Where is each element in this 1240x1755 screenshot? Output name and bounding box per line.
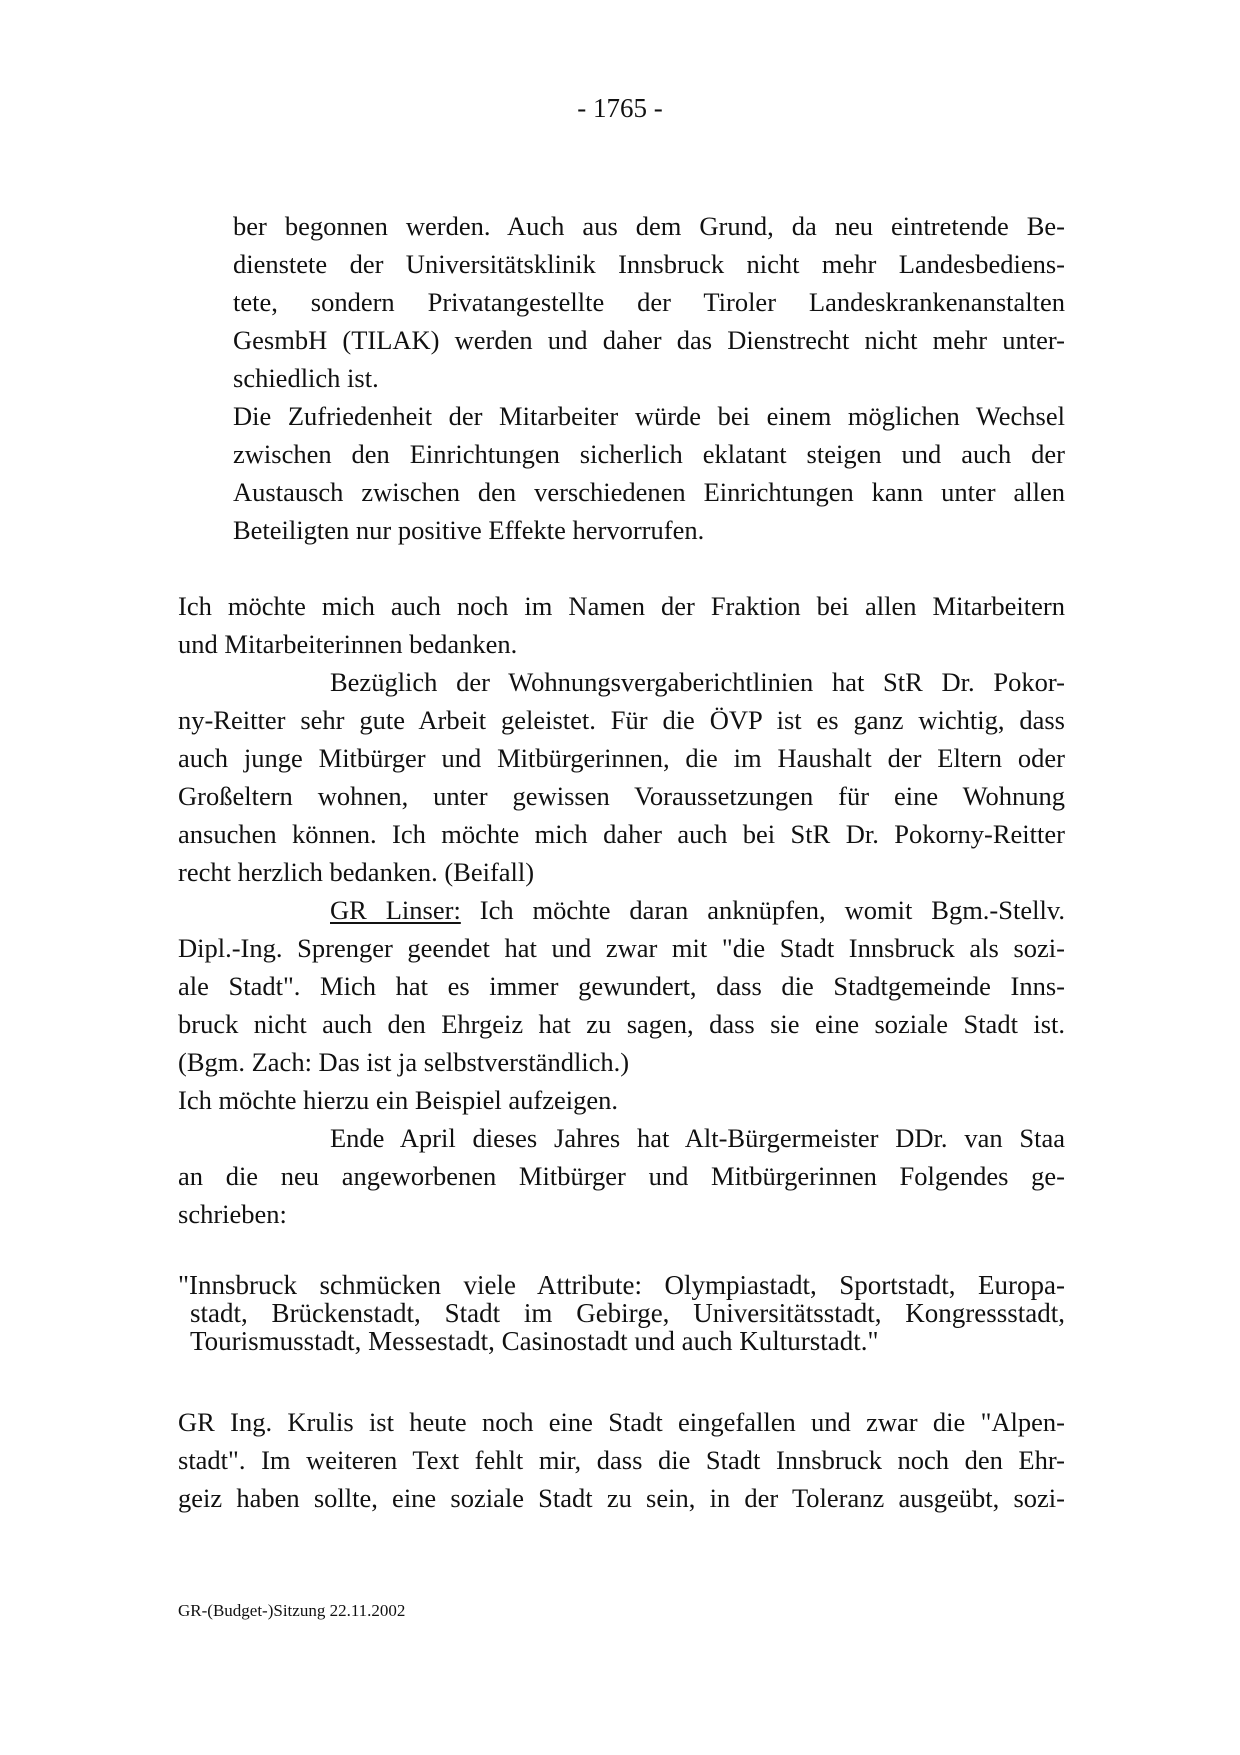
speaker-name: GR Linser: [330, 895, 461, 925]
quote-line: "Innsbruck schmücken viele Attribute: Olympiastadt, Sportstadt, Europa- [178, 1270, 1065, 1300]
paragraph-line: Ich möchte mich auch noch im Namen der Fraktion bei allen Mitarbeitern [178, 591, 1065, 621]
paragraph-line: bruck nicht auch den Ehrgeiz hat zu sagen, dass sie eine soziale Stadt ist. [178, 1009, 1065, 1039]
interjection-line: (Bgm. Zach: Das ist ja selbstverständlich.) [178, 1047, 630, 1077]
paragraph-line: dienstete der Universitätsklinik Innsbruck nicht mehr Landesbediens- [233, 249, 1065, 279]
paragraph-line: geiz haben sollte, eine soziale Stadt zu sein, in der Toleranz ausgeübt, sozi- [178, 1483, 1065, 1513]
paragraph-line: GesmbH (TILAK) werden und daher das Dienstrecht nicht mehr unter- [233, 325, 1065, 355]
paragraph-line: ber begonnen werden. Auch aus dem Grund, da neu eintretende Be- [233, 211, 1065, 241]
paragraph-line: und Mitarbeiterinnen bedanken. [178, 629, 518, 659]
quote-line: stadt, Brückenstadt, Stadt im Gebirge, Universitätsstadt, Kongressstadt, [190, 1298, 1065, 1328]
paragraph-line: Die Zufriedenheit der Mitarbeiter würde bei einem möglichen Wechsel [233, 401, 1065, 431]
speaker-text: Ich möchte daran anknüpfen, womit Bgm.-Stellv. [460, 895, 1065, 925]
paragraph-line [330, 892, 1065, 928]
paragraph-line: schrieben: [178, 1199, 287, 1229]
paragraph-line: ale Stadt". Mich hat es immer gewundert, dass die Stadtgemeinde Inns- [178, 971, 1065, 1001]
paragraph-line: ansuchen können. Ich möchte mich daher auch bei StR Dr. Pokorny-Reitter [178, 819, 1065, 849]
footer-session-info: GR-(Budget-)Sitzung 22.11.2002 [178, 1601, 406, 1620]
paragraph-line: stadt". Im weiteren Text fehlt mir, dass die Stadt Innsbruck noch den Ehr- [178, 1445, 1065, 1475]
paragraph-line: Großeltern wohnen, unter gewissen Voraussetzungen für eine Wohnung [178, 781, 1065, 811]
paragraph-line: Bezüglich der Wohnungsvergaberichtlinien hat StR Dr. Pokor- [330, 667, 1065, 697]
paragraph-line: Dipl.-Ing. Sprenger geendet hat und zwar mit "die Stadt Innsbruck als sozi- [178, 933, 1065, 963]
paragraph-line: schiedlich ist. [233, 363, 379, 393]
paragraph-line: auch junge Mitbürger und Mitbürgerinnen, die im Haushalt der Eltern oder [178, 743, 1065, 773]
paragraph-line: Beteiligten nur positive Effekte hervorrufen. [233, 515, 705, 545]
paragraph-line: Ende April dieses Jahres hat Alt-Bürgermeister DDr. van Staa [330, 1123, 1065, 1153]
paragraph-line: Austausch zwischen den verschiedenen Einrichtungen kann unter allen [233, 477, 1065, 507]
paragraph-line: recht herzlich bedanken. (Beifall) [178, 857, 535, 887]
page-number: - 1765 - [577, 93, 663, 123]
paragraph-line: Ich möchte hierzu ein Beispiel aufzeigen. [178, 1085, 619, 1115]
paragraph-line: GR Ing. Krulis ist heute noch eine Stadt eingefallen und zwar die "Alpen- [178, 1407, 1065, 1437]
quote-line: Tourismusstadt, Messestadt, Casinostadt und auch Kulturstadt." [190, 1326, 879, 1356]
paragraph-line: tete, sondern Privatangestellte der Tiroler Landeskrankenanstalten [233, 287, 1065, 317]
paragraph-line: zwischen den Einrichtungen sicherlich eklatant steigen und auch der [233, 439, 1065, 469]
paragraph-line: ny-Reitter sehr gute Arbeit geleistet. Für die ÖVP ist es ganz wichtig, dass [178, 705, 1065, 735]
paragraph-line: an die neu angeworbenen Mitbürger und Mitbürgerinnen Folgendes ge- [178, 1161, 1065, 1191]
